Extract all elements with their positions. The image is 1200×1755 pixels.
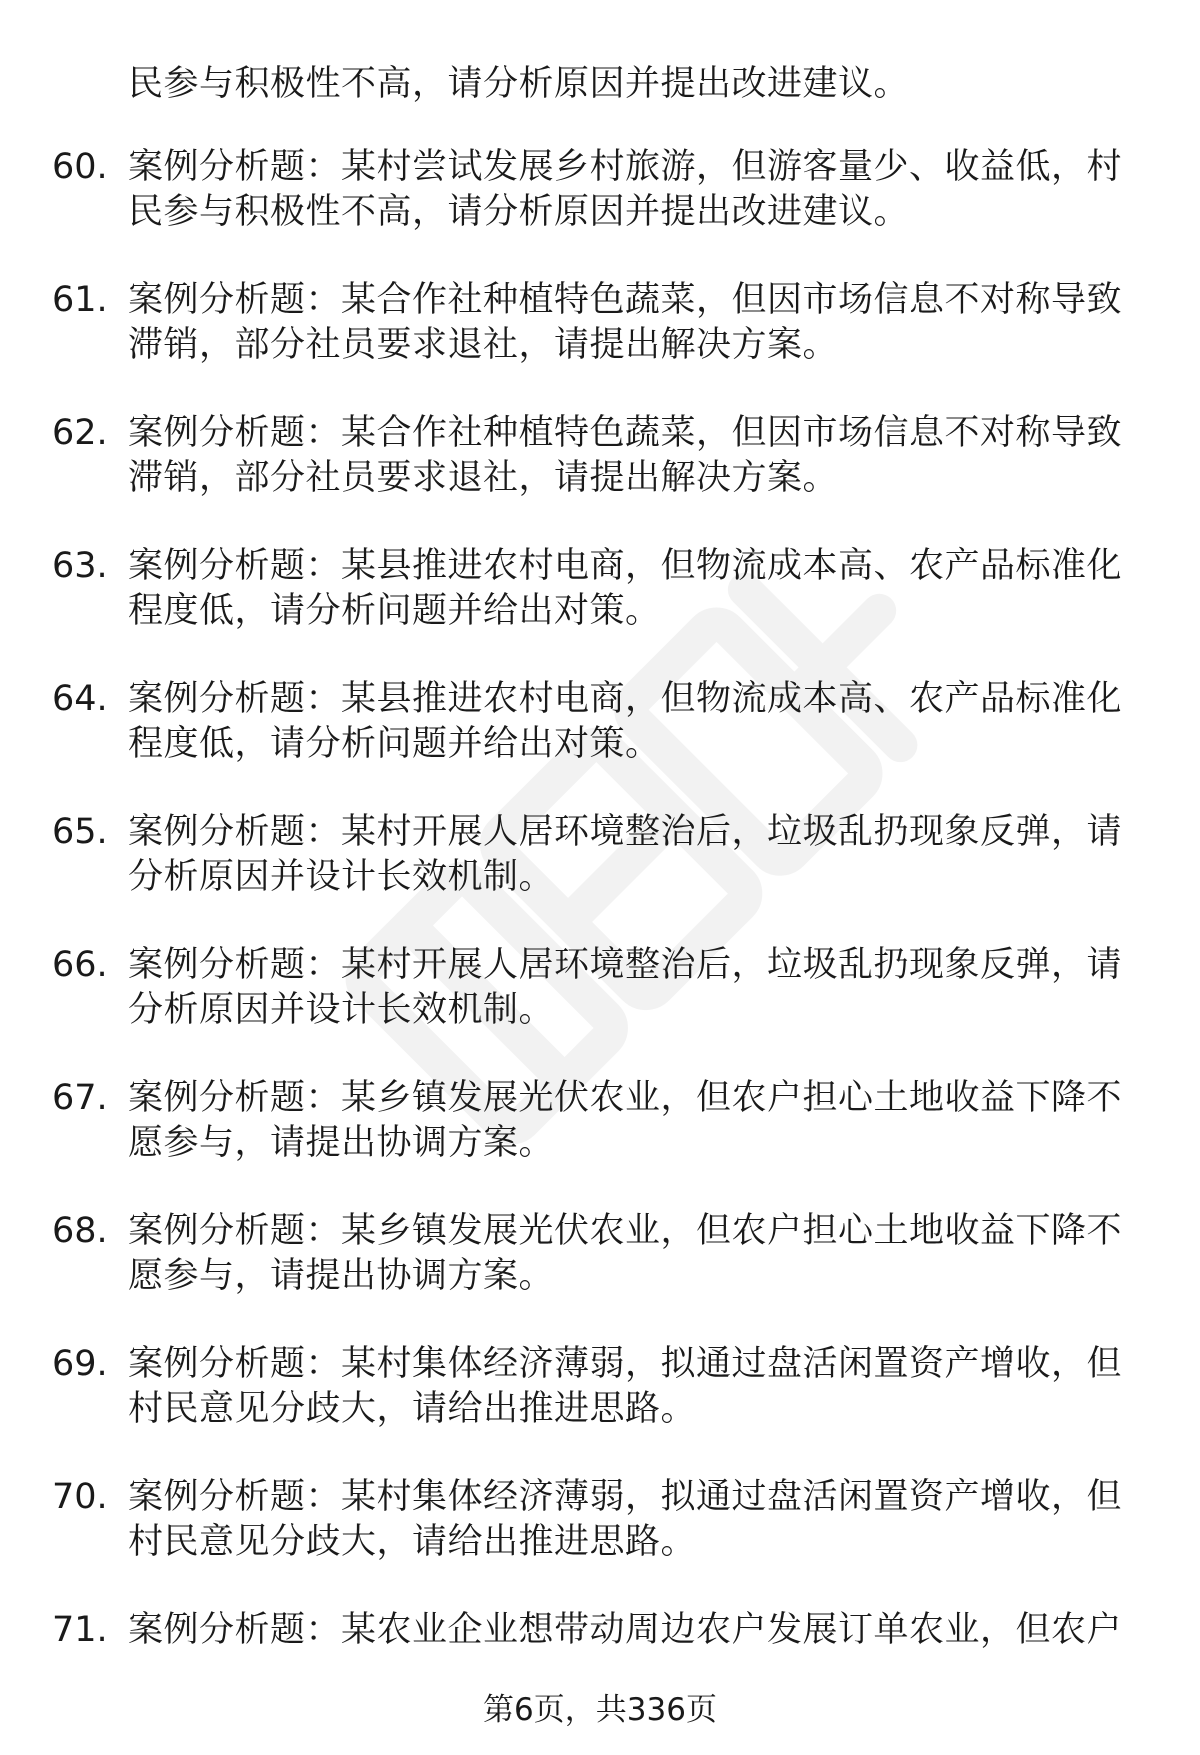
question-item	[0, 943, 1200, 1076]
question-number: 65.	[52, 812, 108, 852]
question-text-line: 村民意见分歧大，请给出推进思路。	[128, 1522, 697, 1562]
question-text	[128, 411, 1148, 501]
question-text-line: 案例分析题：某农业企业想带动周边农户发展订单农业，但农户	[128, 1610, 1123, 1650]
question-text-line: 案例分析题：某村开展人居环境整治后，垃圾乱扔现象反弹，请	[128, 945, 1123, 985]
question-text-line: 愿参与，请提出协调方案。	[128, 1123, 555, 1163]
question-number: 69.	[52, 1344, 108, 1384]
question-text	[128, 943, 1148, 1033]
question-text-line: 民参与积极性不高，请分析原因并提出改进建议。	[128, 192, 910, 232]
question-number: 61.	[52, 280, 108, 320]
question-text-line: 案例分析题：某村集体经济薄弱，拟通过盘活闲置资产增收，但	[128, 1344, 1123, 1384]
question-text	[128, 544, 1148, 634]
question-text-line: 案例分析题：某乡镇发展光伏农业，但农户担心土地收益下降不	[128, 1211, 1123, 1251]
question-text-line: 案例分析题：某村集体经济薄弱，拟通过盘活闲置资产增收，但	[128, 1477, 1123, 1517]
question-text-line: 滞销，部分社员要求退社，请提出解决方案。	[128, 325, 839, 365]
question-item	[0, 278, 1200, 411]
question-text-line: 程度低，请分析问题并给出对策。	[128, 591, 661, 631]
continuation-text: 民参与积极性不高，请分析原因并提出改进建议。	[128, 64, 910, 104]
question-text-line: 分析原因并设计长效机制。	[128, 990, 555, 1030]
question-item	[0, 145, 1200, 278]
question-item	[0, 1209, 1200, 1342]
question-item	[0, 544, 1200, 677]
question-text	[128, 278, 1148, 368]
question-text-line: 案例分析题：某合作社种植特色蔬菜，但因市场信息不对称导致	[128, 280, 1123, 320]
question-item	[0, 1342, 1200, 1475]
question-text-line: 案例分析题：某乡镇发展光伏农业，但农户担心土地收益下降不	[128, 1078, 1123, 1118]
question-number: 66.	[52, 945, 108, 985]
question-text-line: 村民意见分歧大，请给出推进思路。	[128, 1389, 697, 1429]
question-text-line: 分析原因并设计长效机制。	[128, 857, 555, 897]
question-number: 71.	[52, 1610, 108, 1650]
question-text	[128, 1076, 1148, 1166]
question-text-line: 案例分析题：某村开展人居环境整治后，垃圾乱扔现象反弹，请	[128, 812, 1123, 852]
question-text	[128, 810, 1148, 900]
question-number: 63.	[52, 546, 108, 586]
question-text-line: 愿参与，请提出协调方案。	[128, 1256, 555, 1296]
question-number: 62.	[52, 413, 108, 453]
question-text	[128, 145, 1148, 235]
question-number: 67.	[52, 1078, 108, 1118]
question-item	[0, 677, 1200, 810]
question-item	[0, 1475, 1200, 1608]
question-text	[128, 1608, 1148, 1653]
page-footer: 第6页，共336页	[483, 1692, 717, 1728]
question-text-line: 案例分析题：某村尝试发展乡村旅游，但游客量少、收益低，村	[128, 147, 1123, 187]
question-text-line: 案例分析题：某合作社种植特色蔬菜，但因市场信息不对称导致	[128, 413, 1123, 453]
question-number: 60.	[52, 147, 108, 187]
question-number: 70.	[52, 1477, 108, 1517]
question-item	[0, 411, 1200, 544]
question-text	[128, 1209, 1148, 1299]
question-text	[128, 677, 1148, 767]
question-text-line: 程度低，请分析问题并给出对策。	[128, 724, 661, 764]
question-text-line: 案例分析题：某县推进农村电商，但物流成本高、农产品标准化	[128, 679, 1123, 719]
question-number: 64.	[52, 679, 108, 719]
question-text-line: 滞销，部分社员要求退社，请提出解决方案。	[128, 458, 839, 498]
question-item	[0, 810, 1200, 943]
question-text-line: 案例分析题：某县推进农村电商，但物流成本高、农产品标准化	[128, 546, 1123, 586]
question-list	[0, 145, 1200, 1741]
question-item	[0, 1076, 1200, 1209]
question-text	[128, 1475, 1148, 1565]
question-text	[128, 1342, 1148, 1432]
question-number: 68.	[52, 1211, 108, 1251]
